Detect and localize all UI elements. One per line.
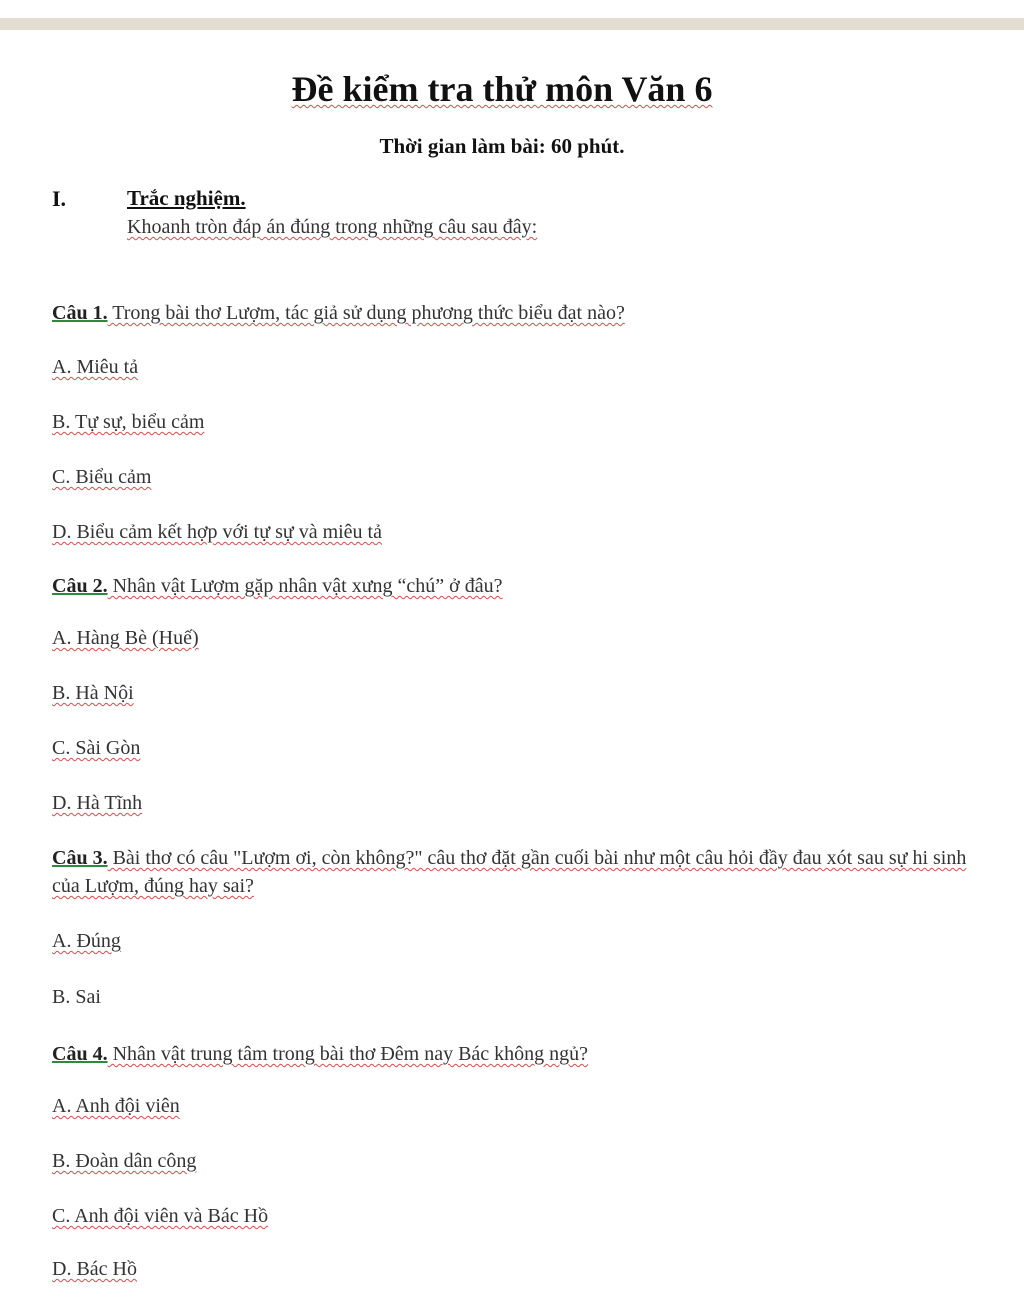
question-label: Câu 1. <box>52 302 108 324</box>
option: B. Đoàn dân công <box>52 1150 197 1172</box>
option: D. Hà Tĩnh <box>52 792 143 814</box>
question-text: Nhân vật Lượm gặp nhân vật xưng “chú” ở đâu? <box>107 575 503 597</box>
question-4 <box>52 1040 992 1068</box>
document-subtitle: Thời gian làm bài: 60 phút. <box>379 134 625 158</box>
option: A. Anh đội viên <box>52 1095 180 1117</box>
question-label: Câu 4. <box>52 1043 108 1065</box>
option: D. Biểu cảm kết hợp với tự sự và miêu tả <box>52 521 382 543</box>
question-text: Trong bài thơ Lượm, tác giả sử dụng phương thức biểu đạt nào? <box>107 302 625 324</box>
option: C. Sài Gòn <box>52 737 141 759</box>
question-3 <box>52 844 992 900</box>
section-number: I. <box>52 186 67 211</box>
option: C. Biểu cảm <box>52 466 152 488</box>
option: A. Miêu tả <box>52 356 139 378</box>
option: C. Anh đội viên và Bác Hồ <box>52 1205 269 1227</box>
option: B. Sai <box>52 986 101 1008</box>
question-2 <box>52 572 992 600</box>
question-1 <box>52 299 992 327</box>
option: D. Bác Hồ <box>52 1258 137 1280</box>
section-instruction: Khoanh tròn đáp án đúng trong những câu sau đây: <box>127 216 538 238</box>
question-text: Nhân vật trung tâm trong bài thơ Đêm nay Bác không ngủ? <box>107 1043 589 1065</box>
option: A. Hàng Bè (Huế) <box>52 627 199 649</box>
question-text: Bài thơ có câu "Lượm ơi, còn không?" câu thơ đặt gần cuối bài như một câu hỏi đầy đau xót sau sự hi sinh của Lượm, đúng hay sai? <box>52 847 967 897</box>
option: A. Đúng <box>52 930 121 952</box>
document-title: Đề kiểm tra thử môn Văn 6 <box>291 69 713 109</box>
option: B. Hà Nội <box>52 682 134 704</box>
option: B. Tự sự, biểu cảm <box>52 411 205 433</box>
question-label: Câu 3. <box>52 847 108 869</box>
question-label: Câu 2. <box>52 575 108 597</box>
section-title: Trắc nghiệm. <box>127 186 246 210</box>
